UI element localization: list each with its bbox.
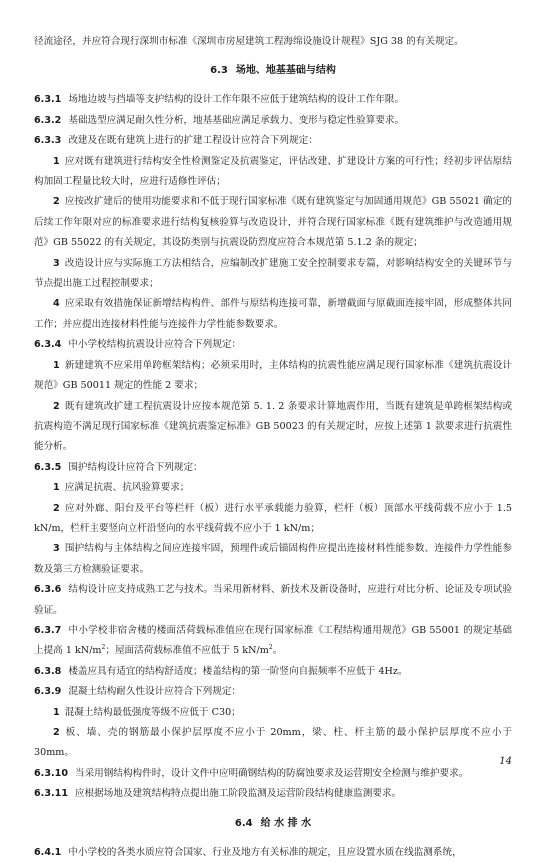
item-6-3-3-4: 4 应采取有效措施保证新增结构构件、部件与原结构连接可靠，新增截面与原截面连接牢固，形成整体共同工作；并应提出连接材料性能与连接件力学性能参数要求。 [34,298,512,330]
clause-6-3-4: 6.3.4 中小学校结构抗震设计应符合下列规定： [34,339,242,351]
item-6-3-5-1: 1 应满足抗震、抗风验算要求； [53,482,190,494]
section-heading-6-3 [34,61,512,81]
section-number: 6.3 [210,65,228,77]
item-6-3-9-1: 1 混凝土结构最低强度等级不应低于 C30； [53,706,241,718]
item-6-3-3-3: 3 改造设计应与实际施工方法相结合，应编制改扩建施工安全控制要求专篇，对影响结构安全的关键环节与节点提出施工过程控制要求； [34,257,512,290]
section-number: 6.4 [234,817,253,829]
item-6-3-3-2: 2 应按改扩建后的使用功能要求和不低于现行国家标准《既有建筑鉴定与加固通用规范》GB 55021 确定的后续工作年限对应的标准要求进行结构复核验算与改造设计，并符合现行国家标准《既有建筑维护与改造通用规范》GB 55022 的有关规定，其设防类别与抗震设防烈度应符合本规范第 5.1.2 条的规定； [34,196,512,249]
section-title: 场地、地基基础与结构 [235,65,336,77]
clause-6-3-6: 6.3.6 结构设计应支持成熟工艺与技术。当采用新材料、新技术及新设备时，应进行对比分析、论证及专项试验验证。 [34,584,512,616]
section-title: 给 水 排 水 [260,817,312,829]
clause-6-3-5: 6.3.5 围护结构设计应符合下列规定： [34,461,203,473]
clause-6-4-1: 6.4.1 中小学校的各类水质应符合国家、行业及地方有关标准的规定，且应设置水质在线监测系统， [34,846,462,858]
item-6-3-4-2: 2 既有建筑改扩建工程抗震设计应按本规范第 5. 1. 2 条要求计算地震作用，当既有建筑是单跨框架结构或抗震构造不满足现行国家标准《建筑抗震鉴定标准》GB 50023 的有关规定时，应按上述第 1 款要求进行抗震性能分析。 [34,400,512,453]
document-page [34,32,512,863]
clause-6-3-3: 6.3.3 改建及在既有建筑上进行的扩建工程设计应符合下列规定： [34,135,318,147]
clause-6-3-9: 6.3.9 混凝土结构耐久性设计应符合下列规定： [34,686,242,698]
page-number: 14 [499,756,512,767]
clause-6-3-11: 6.3.11 应根据场地及建筑结构特点提出施工阶段监测及运营阶段结构健康监测要求。 [34,788,402,800]
section-heading-6-4 [34,814,512,834]
item-6-3-9-2: 2 板、墙、壳的钢筋最小保护层厚度不应小于 20mm，梁、柱、杆主筋的最小保护层厚度不应小于 30mm。 [34,727,512,759]
clause-6-3-10: 6.3.10 当采用钢结构构件时，设计文件中应明确钢结构的防腐蚀要求及运营期安全检测与维护要求。 [34,767,469,779]
clause-6-3-8: 6.3.8 楼盖应具有适宜的结构舒适度；楼盖结构的第一阶竖向自振频率不应低于 4Hz。 [34,665,408,677]
item-6-3-4-1: 1 新建建筑不应采用单跨框架结构；必须采用时，主体结构的抗震性能应满足现行国家标准《建筑抗震设计规范》GB 50011 规定的性能 2 要求； [34,359,512,392]
item-6-3-5-3: 3 围护结构与主体结构之间应连接牢固，预埋件或后锚固构件应提出连接材料性能参数、连接件力学性能参数及第三方检测验证要求。 [34,543,512,575]
clause-6-3-2: 6.3.2 基础选型应满足耐久性分析，地基基础应满足承载力、变形与稳定性验算要求。 [34,114,405,126]
item-6-3-5-2: 2 应对外廊、阳台及平台等栏杆（板）进行水平承载能力验算，栏杆（板）顶部水平线荷载不应小于 1.5 kN/m，栏杆主要竖向立杆沿竖向的水平线荷载不应小于 1 kN/m； [34,502,512,534]
intro-line: 径流途径，并应符合现行深圳市标准《深圳市房屋建筑工程海绵设施设计规程》SJG 38 的有关规定。 [34,36,464,47]
clause-6-3-1: 6.3.1 场地边坡与挡墙等支护结构的设计工作年限不应低于建筑结构的设计工作年限。 [34,94,405,106]
item-6-3-3-1: 1 应对既有建筑进行结构安全性检测鉴定及抗震鉴定，评估改建、扩建设计方案的可行性；经初步评估原结构加固工程量比较大时，应进行适修性评估； [34,155,512,188]
clause-6-3-7: 6.3.7 中小学校非宿舍楼的楼面活荷载标准值应在现行国家标准《工程结构通用规范》GB 55001 的规定基础上提高 1 $kN/m^2$；屋面活荷载标准值不应低于 5 $kN/m^2$。 [34,624,512,657]
